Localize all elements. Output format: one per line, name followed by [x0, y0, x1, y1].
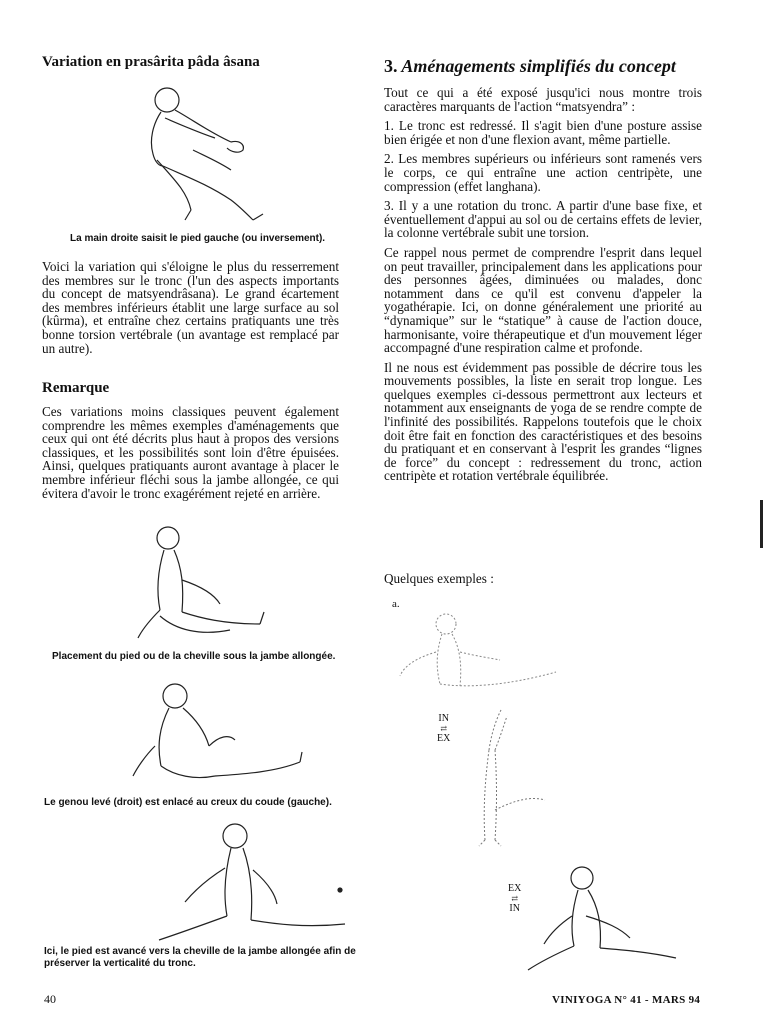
example-a-label: a.	[392, 598, 400, 610]
examples-label: Quelques exemples :	[384, 571, 494, 586]
breath-arrows-2: ⇄	[511, 894, 519, 903]
left-paragraph-1: Voici la variation qui s'éloigne le plus du resserrement des membres sur le tronc (l'un des aspects importants du concept de matsyendrâsana). Le grand écartement des membres inférieurs établit une large surface au sol (kûrma), et entraîne chez certains pratiquants une très bonne torsion vertébrale (un avantage est remplacé par un autre).	[42, 259, 339, 356]
section-number: 3.	[384, 56, 398, 76]
example-c-figure	[520, 862, 680, 974]
right-paragraph-5: Ce rappel nous permet de comprendre l'esprit dans lequel on peut travailler, principalement dans les applications pour des personnes âgées, diminuées ou malades, donc notamment dans ce qu'il est convenu d'appeler la yogathérapie. Ici, on donne généralement une priorité au “dynamique” sur le “statique” à cause de l'action douce, harmonisante, voire thérapeutique et d'un mouvement léger accompagné d'une respiration calme et profonde.	[384, 244, 702, 356]
right-paragraph-6: Il ne nous est évidemment pas possible de décrire tous les mouvements possibles, la liste en serait trop longue. Les quelques exemples ci-dessous permettront aux lecteurs et notamment aux enseignants de yoga de se rendre compte de l'infinité des possibilités. Rappelons toutefois que le choix doit être fait en fonction des caractéristiques et des besoins du pratiquant et en conservant à l'esprit les grandes “lignes de force” du concept : redressement du tronc, action centripète et rotation vertébrale équilibrée.	[384, 359, 702, 484]
caption-3: Le genou levé (droit) est enlacé au creux du coude (gauche).	[44, 797, 332, 808]
left-paragraph-2: Ces variations moins classiques peuvent également comprendre les mêmes exemples d'aménagements que ceux qui ont été décrits plus haut à propos des versions classiques, et les possibilités sont loin d'être épuisées. Ainsi, quelques pratiquants auront avantage à placer le membre inférieur fléchi sous la jambe allongée, ce qui évitera d'avoir le tronc exagérément rejeté en arrière.	[42, 404, 339, 501]
example-b-figure	[455, 700, 565, 850]
breath-arrows-1: ⇄	[440, 724, 448, 733]
section-title: Aménagements simplifiés du concept	[401, 56, 676, 76]
figure-prasarita-pada	[135, 80, 275, 228]
example-a-figure	[396, 592, 566, 702]
caption-4: Ici, le pied est avancé vers la cheville de la jambe allongée afin de préserver la verticalité du tronc.	[44, 946, 356, 969]
right-heading	[384, 56, 676, 77]
right-paragraph-2: 1. Le tronc est redressé. Il s'agit bien d'une posture assise bien érigée et non d'une flexion avant, même partielle.	[384, 118, 702, 147]
figure-foot-forward	[155, 820, 375, 948]
figure-knee-elbow	[125, 676, 305, 796]
right-paragraph-3: 2. Les membres supérieurs ou inférieurs sont ramenés vers le corps, ce qui entraîne une action centripète, une compression (effet langhana).	[384, 151, 702, 194]
breath-indicator-1	[437, 714, 450, 744]
caption-1: La main droite saisit le pied gauche (ou inversement).	[70, 233, 326, 244]
breath-1-bottom: EX	[437, 733, 451, 744]
figure-foot-under-leg	[120, 520, 270, 648]
right-text-block	[384, 86, 702, 489]
page-number: 40	[44, 992, 56, 1006]
breath-2-top: EX	[508, 883, 522, 894]
left-heading: Variation en prasârita pâda âsana	[42, 54, 260, 70]
page-edge-mark	[760, 500, 763, 548]
breath-1-top: IN	[438, 713, 449, 724]
journal-footer: VINIYOGA N° 41 - MARS 94	[552, 994, 701, 1006]
remarque-heading: Remarque	[42, 380, 110, 396]
breath-2-bottom: IN	[509, 903, 520, 914]
caption-2: Placement du pied ou de la cheville sous la jambe allongée.	[52, 651, 336, 662]
right-paragraph-1: Tout ce qui a été exposé jusqu'ici nous montre trois caractères marquants de l'action “matsyendra” :	[384, 85, 702, 114]
right-paragraph-4: 3. Il y a une rotation du tronc. A partir d'une base fixe, et éventuellement d'appui au sol ou de certains effets de levier, la colonne vertébrale subit une torsion.	[384, 198, 702, 241]
